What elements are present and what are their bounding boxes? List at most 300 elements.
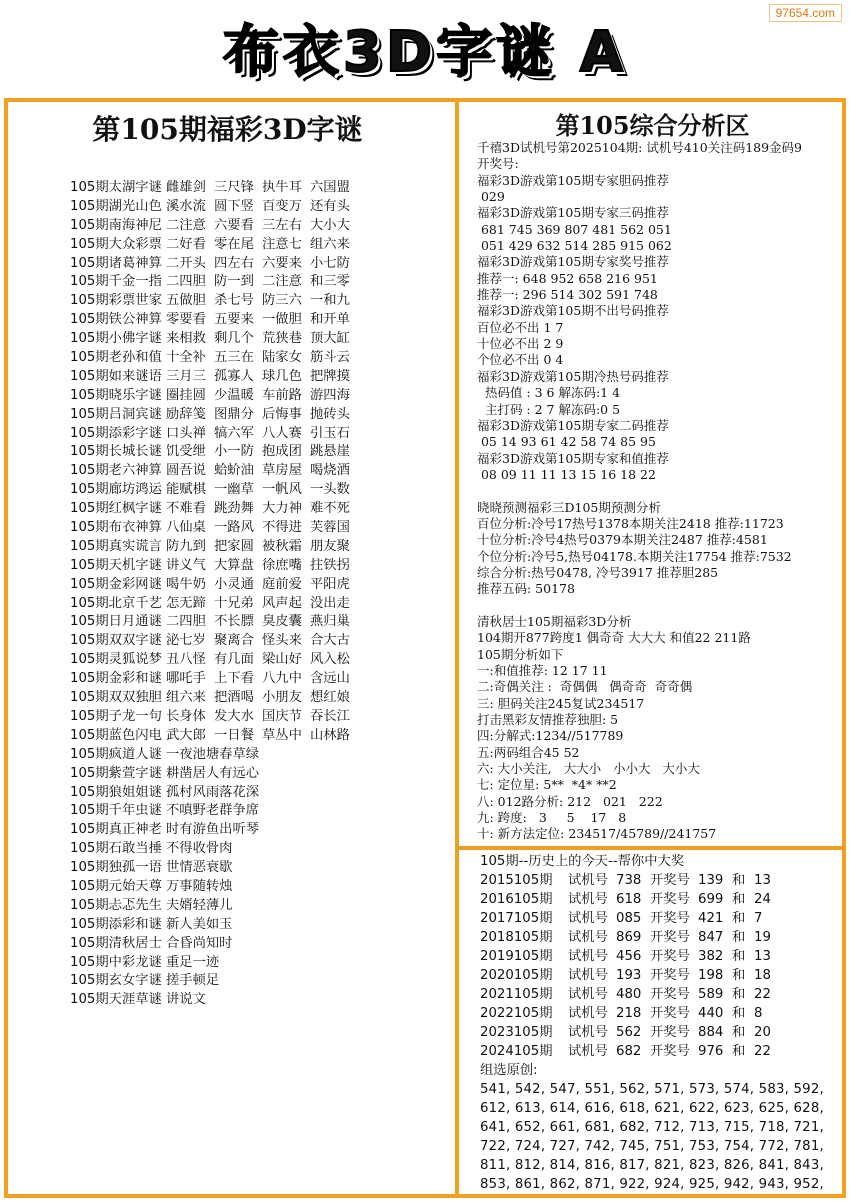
riddle-row — [70, 632, 450, 651]
riddle-verse: 讲说文 — [166, 992, 206, 1008]
analysis-line: 推荐一: 296 514 302 591 748 — [477, 287, 658, 303]
trial-number: 456 — [616, 949, 642, 964]
riddle-word: 武大郎 — [166, 727, 206, 743]
riddle-word: 雌雄剑 — [166, 180, 206, 195]
sum-label: 和 — [732, 1006, 746, 1021]
riddle-verse: 一夜池塘春草绿 — [166, 746, 260, 762]
riddle-word: 把家圆 — [214, 538, 254, 554]
combo-line: 722, 724, 727, 742, 745, 751, 753, 754, 772, 781, — [480, 1139, 824, 1154]
analysis-line: 三: 胆码关注245复试234517 — [477, 695, 645, 711]
riddle-name: 105期廊坊鸿运 — [70, 482, 162, 498]
riddle-word: 防三六 — [262, 293, 302, 309]
trial-number: 218 — [616, 1006, 642, 1021]
riddle-word: 拄铁拐 — [310, 557, 350, 573]
riddle-word: 三月三 — [166, 368, 206, 384]
riddle-word: 十全补 — [166, 350, 206, 366]
riddle-word: 被秋霜 — [262, 538, 302, 554]
combo-line: 811, 812, 814, 816, 817, 821, 823, 826, 841, 843, — [480, 1158, 824, 1173]
riddle-word: 五做胆 — [166, 293, 206, 309]
analysis-line: 推荐五码: 50178 — [477, 581, 575, 597]
combo-list — [480, 1080, 842, 1194]
riddle-name: 105期狼姐姐谜 — [70, 784, 162, 800]
riddle-row — [70, 708, 450, 727]
analysis-line: 福彩3D游戏第105期不出号码推荐 — [477, 303, 669, 319]
riddle-name: 105期紫萱字谜 — [70, 765, 162, 781]
analysis-line: 福彩3D游戏第105期冷热号码推荐 — [477, 368, 669, 384]
riddle-word: 图鼎分 — [214, 406, 254, 422]
sum-label: 和 — [732, 1044, 746, 1059]
riddle-name: 105期金彩和谜 — [70, 671, 162, 687]
riddle-word: 八仙桌 — [166, 520, 206, 536]
riddle-word: 杀七号 — [214, 293, 254, 309]
riddle-word: 发大水 — [214, 708, 254, 724]
riddle-row — [70, 387, 450, 406]
riddle-word: 丑八怪 — [166, 652, 206, 668]
riddle-row — [70, 481, 450, 500]
riddle-name: 105期湖光山色 — [70, 198, 162, 214]
riddle-row — [70, 689, 450, 708]
riddle-name: 105期千年虫谜 — [70, 803, 162, 819]
analysis-line: 104期开877跨度1 偶奇奇 大大大 和值22 211路 — [477, 630, 751, 646]
riddle-row — [70, 954, 450, 973]
analysis-line: 个位必不出 0 4 — [477, 352, 564, 368]
riddle-name: 105期老六神算 — [70, 463, 162, 479]
riddle-row — [70, 859, 450, 878]
history-panel — [480, 852, 842, 1194]
sum-value: 20 — [754, 1025, 771, 1040]
trial-label: 试机号 — [568, 1006, 608, 1021]
sum-value: 24 — [754, 892, 771, 907]
riddle-word: 小灵通 — [214, 576, 254, 592]
draw-label: 开奖号 — [650, 1025, 690, 1040]
riddle-word: 一帆风 — [262, 482, 302, 498]
history-period: 2016105期 — [480, 892, 553, 907]
trial-label: 试机号 — [568, 987, 608, 1002]
trial-label: 试机号 — [568, 930, 608, 945]
draw-label: 开奖号 — [650, 873, 690, 888]
history-period: 2017105期 — [480, 911, 553, 926]
riddle-word: 讲义气 — [166, 557, 206, 573]
riddle-word: 孤寡人 — [214, 368, 254, 384]
sum-value: 18 — [754, 968, 771, 983]
history-period: 2023105期 — [480, 1025, 553, 1040]
riddle-word: 防一到 — [214, 274, 254, 290]
trial-label: 试机号 — [568, 1025, 608, 1040]
riddle-word: 芙蓉国 — [310, 520, 350, 536]
riddle-word: 跳悬崖 — [310, 444, 350, 460]
riddle-word: 有几面 — [214, 652, 254, 668]
analysis-line: 福彩3D游戏第105期专家和值推荐 — [477, 450, 669, 466]
riddle-word: 怪头来 — [262, 633, 302, 649]
riddle-name: 105期南海神尼 — [70, 217, 162, 233]
history-row — [480, 966, 842, 985]
riddle-name: 105期清秋居士 — [70, 935, 162, 951]
riddle-word: 没出走 — [310, 595, 350, 611]
analysis-line: 热码值 : 3 6 解冻码:1 4 — [477, 385, 621, 401]
site-watermark: 97654.com — [769, 4, 842, 22]
history-row — [480, 985, 842, 1004]
riddle-word: 能赋棋 — [166, 482, 206, 498]
draw-number: 699 — [698, 892, 724, 907]
riddle-word: 小朋友 — [262, 690, 302, 706]
riddle-word: 小七防 — [310, 255, 350, 271]
riddle-word: 球几色 — [262, 368, 302, 384]
sum-label: 和 — [732, 892, 746, 907]
riddle-name: 105期布衣神算 — [70, 520, 162, 536]
riddle-row — [70, 292, 450, 311]
riddle-name: 105期诸葛神算 — [70, 255, 162, 271]
riddle-name: 105期添彩字谜 — [70, 425, 162, 441]
draw-number: 440 — [698, 1006, 724, 1021]
history-table — [480, 871, 842, 1061]
riddle-name: 105期大众彩票 — [70, 236, 162, 252]
analysis-line: 开奖号: — [477, 156, 519, 172]
riddle-word: 含远山 — [310, 671, 350, 687]
riddle-word: 难不死 — [310, 501, 350, 517]
riddle-row — [70, 897, 450, 916]
riddle-verse: 夫婿轻薄儿 — [166, 897, 233, 913]
riddle-word: 大力神 — [262, 501, 302, 517]
sum-label: 和 — [732, 911, 746, 926]
riddle-row — [70, 784, 450, 803]
riddle-word: 三尺锋 — [214, 180, 254, 195]
history-period: 2024105期 — [480, 1044, 553, 1059]
riddle-name: 105期子龙一句 — [70, 708, 162, 724]
riddle-name: 105期真实谎言 — [70, 538, 162, 554]
riddle-word: 跳劲舞 — [214, 501, 254, 517]
riddle-word: 圆下竖 — [214, 198, 254, 214]
trial-label: 试机号 — [568, 1044, 608, 1059]
sum-value: 19 — [754, 930, 771, 945]
riddle-name: 105期金彩网谜 — [70, 576, 162, 592]
sum-value: 7 — [754, 911, 763, 926]
riddle-word: 溪水流 — [166, 198, 206, 214]
riddle-word: 零要看 — [166, 312, 206, 328]
riddle-row — [70, 595, 450, 614]
riddle-word: 零在尾 — [214, 236, 254, 252]
riddle-row — [70, 255, 450, 274]
analysis-line: 福彩3D游戏第105期专家二码推荐 — [477, 417, 669, 433]
draw-number: 382 — [698, 949, 724, 964]
riddle-word: 五三在 — [214, 350, 254, 366]
riddle-list — [70, 179, 450, 1010]
riddle-name: 105期忐忑先生 — [70, 897, 162, 913]
riddle-name: 105期玄女字谜 — [70, 973, 162, 989]
riddle-name: 105期双双字谜 — [70, 633, 162, 649]
riddle-row — [70, 670, 450, 689]
analysis-line: 051 429 632 514 285 915 062 — [477, 238, 672, 254]
riddle-word: 圆吾说 — [166, 463, 206, 479]
analysis-line: 08 09 11 11 13 15 16 18 22 — [477, 466, 656, 482]
riddle-name: 105期太湖字谜 — [70, 180, 162, 195]
riddle-word: 陆家女 — [262, 350, 302, 366]
draw-number: 589 — [698, 987, 724, 1002]
riddle-word: 一日餐 — [214, 727, 254, 743]
riddle-word: 合大古 — [310, 633, 350, 649]
history-period: 2022105期 — [480, 1006, 553, 1021]
riddle-word: 三左右 — [262, 217, 302, 233]
riddle-row — [70, 840, 450, 859]
draw-label: 开奖号 — [650, 949, 690, 964]
sum-label: 和 — [732, 873, 746, 888]
draw-number: 421 — [698, 911, 724, 926]
riddle-name: 105期蓝色闪电 — [70, 727, 162, 743]
analysis-line: 福彩3D游戏第105期专家胆码推荐 — [477, 172, 669, 188]
riddle-word: 筋斗云 — [310, 350, 350, 366]
riddle-word: 车前路 — [262, 387, 302, 403]
riddle-word: 草丛中 — [262, 727, 302, 743]
riddle-word: 饥受绁 — [166, 444, 206, 460]
analysis-text — [477, 140, 842, 843]
riddle-verse: 时有游鱼出听琴 — [166, 822, 260, 838]
riddle-word: 风入松 — [310, 652, 350, 668]
analysis-line: 九: 跨度: 3 5 17 8 — [477, 810, 627, 826]
riddle-word: 想红娘 — [310, 690, 350, 706]
riddle-row — [70, 406, 450, 425]
riddle-name: 105期老孙和值 — [70, 350, 162, 366]
riddle-row — [70, 368, 450, 387]
trial-label: 试机号 — [568, 892, 608, 907]
riddle-word: 把酒喝 — [214, 690, 254, 706]
riddle-word: 执牛耳 — [262, 180, 302, 195]
riddle-word: 不得进 — [262, 520, 302, 536]
riddle-row — [70, 765, 450, 784]
riddle-word: 怎无蹄 — [166, 595, 206, 611]
riddle-word: 励辞笺 — [166, 406, 206, 422]
riddle-word: 燕归巢 — [310, 614, 350, 630]
riddle-row — [70, 538, 450, 557]
history-row — [480, 947, 842, 966]
riddle-word: 八九中 — [262, 671, 302, 687]
history-row — [480, 1023, 842, 1042]
riddle-verse: 新人美如玉 — [166, 916, 233, 932]
riddle-name: 105期石敢当捶 — [70, 841, 162, 857]
section-divider — [459, 846, 846, 850]
riddle-word: 二开头 — [166, 255, 206, 271]
riddle-name: 105期北京千艺 — [70, 595, 162, 611]
riddle-name: 105期双双独胆 — [70, 690, 162, 706]
riddle-row — [70, 651, 450, 670]
riddle-row — [70, 179, 450, 198]
draw-number: 884 — [698, 1025, 724, 1040]
history-row — [480, 1042, 842, 1061]
riddle-row — [70, 217, 450, 236]
riddle-verse: 合昏尚知时 — [166, 935, 233, 951]
riddle-verse: 搓手顿足 — [166, 973, 220, 989]
history-period: 2018105期 — [480, 930, 553, 945]
riddle-name: 105期晓乐字谜 — [70, 387, 162, 403]
trial-number: 738 — [616, 873, 642, 888]
analysis-line: 05 14 93 61 42 58 74 85 95 — [477, 434, 656, 450]
trial-number: 869 — [616, 930, 642, 945]
riddle-verse: 不嗔野老群争席 — [166, 803, 260, 819]
combo-line: 853, 861, 862, 871, 922, 924, 925, 942, 943, 952, — [480, 1177, 824, 1192]
analysis-line: 一:和值推荐: 12 17 11 — [477, 663, 608, 678]
riddle-word: 二注意 — [166, 217, 206, 233]
riddle-name: 105期小佛字谜 — [70, 331, 162, 347]
riddle-row — [70, 557, 450, 576]
riddle-word: 朋友聚 — [310, 538, 350, 554]
riddle-row — [70, 443, 450, 462]
riddle-word: 六国盟 — [310, 180, 350, 195]
riddle-word: 抛砖头 — [310, 406, 350, 422]
draw-label: 开奖号 — [650, 987, 690, 1002]
riddle-name: 105期独孤一语 — [70, 860, 162, 876]
sum-label: 和 — [732, 987, 746, 1002]
riddle-word: 二注意 — [262, 274, 302, 290]
riddle-word: 四左右 — [214, 255, 254, 271]
analysis-line: 百位分析:冷号17热号1378本期关注2418 推荐:11723 — [477, 515, 784, 531]
riddle-word: 喝牛奶 — [166, 576, 206, 592]
analysis-line: 029 — [477, 189, 505, 205]
riddle-word: 犒六军 — [214, 425, 254, 441]
riddle-word: 庭前爱 — [262, 576, 302, 592]
riddle-name: 105期红枫字谜 — [70, 501, 162, 517]
riddle-name: 105期中彩龙谜 — [70, 954, 162, 970]
riddle-name: 105期元始天尊 — [70, 878, 162, 894]
riddle-row — [70, 576, 450, 595]
riddle-row — [70, 613, 450, 632]
riddle-word: 不难看 — [166, 501, 206, 517]
trial-number: 682 — [616, 1044, 642, 1059]
history-row — [480, 909, 842, 928]
sum-value: 22 — [754, 987, 771, 1002]
sum-value: 13 — [754, 949, 771, 964]
riddle-name: 105期彩票世家 — [70, 293, 162, 309]
riddle-row — [70, 746, 450, 765]
trial-label: 试机号 — [568, 911, 608, 926]
riddle-word: 剩几个 — [214, 331, 254, 347]
sum-label: 和 — [732, 949, 746, 964]
banner-title: 布衣3D字谜 A — [222, 20, 628, 85]
analysis-line: 推荐一: 648 952 658 216 951 — [477, 270, 658, 286]
analysis-line: 六: 大小关注, 大大小 小小大 大小大 — [477, 761, 700, 777]
riddle-word: 和三零 — [310, 274, 350, 290]
riddle-word: 顶大缸 — [310, 331, 350, 347]
riddle-word: 还有头 — [310, 198, 350, 214]
riddle-word: 聚离合 — [214, 633, 254, 649]
riddle-word: 蛤蚧油 — [214, 463, 254, 479]
column-divider — [455, 98, 459, 1198]
analysis-line — [477, 483, 842, 499]
history-row — [480, 890, 842, 909]
riddle-name: 105期如来谜语 — [70, 368, 162, 384]
riddle-row — [70, 330, 450, 349]
riddle-verse: 不得收骨肉 — [166, 841, 233, 857]
riddle-row — [70, 425, 450, 444]
history-period: 2021105期 — [480, 987, 553, 1002]
trial-label: 试机号 — [568, 949, 608, 964]
riddle-name: 105期天涯草谜 — [70, 992, 162, 1008]
draw-label: 开奖号 — [650, 1006, 690, 1021]
riddle-row — [70, 519, 450, 538]
draw-number: 847 — [698, 930, 724, 945]
trial-number: 562 — [616, 1025, 642, 1040]
riddle-word: 风声起 — [262, 595, 302, 611]
riddle-word: 五要来 — [214, 312, 254, 328]
riddle-word: 上下看 — [214, 671, 254, 687]
riddle-verse: 世情恶衰歇 — [166, 860, 233, 876]
analysis-line: 二:奇偶关注 : 奇偶偶 偶奇奇 奇奇偶 — [477, 679, 693, 695]
combo-line: 612, 613, 614, 616, 618, 621, 622, 623, 625, 628, — [480, 1101, 824, 1116]
riddle-word: 防九到 — [166, 538, 206, 554]
riddle-word: 一路风 — [214, 520, 254, 536]
riddle-word: 平阳虎 — [310, 576, 350, 592]
riddle-word: 游四海 — [310, 387, 350, 403]
analysis-line: 综合分析:热号0478, 冷号3917 推荐胆285 — [477, 564, 719, 580]
analysis-line: 个位分析:冷号5,热号04178.本期关注17754 推荐:7532 — [477, 548, 792, 564]
riddle-row — [70, 916, 450, 935]
sum-value: 13 — [754, 873, 771, 888]
riddle-word: 臭皮囊 — [262, 614, 302, 630]
riddle-verse: 万事随转烛 — [166, 878, 233, 894]
draw-label: 开奖号 — [650, 1044, 690, 1059]
analysis-line: 清秋居士105期福彩3D分析 — [477, 613, 632, 629]
riddle-word: 山林路 — [310, 727, 350, 743]
riddle-row — [70, 349, 450, 368]
sum-value: 8 — [754, 1006, 763, 1021]
riddle-word: 大小大 — [310, 217, 350, 233]
riddle-word: 哪吒手 — [166, 671, 206, 687]
riddle-row — [70, 991, 450, 1010]
analysis-line: 105期分析如下 — [477, 646, 564, 662]
riddle-row — [70, 972, 450, 991]
riddle-row — [70, 727, 450, 746]
trial-label: 试机号 — [568, 873, 608, 888]
riddle-word: 把牌摸 — [310, 368, 350, 384]
riddle-word: 二好看 — [166, 236, 206, 252]
riddle-row — [70, 935, 450, 954]
riddle-word: 十兄弟 — [214, 595, 254, 611]
riddle-word: 二四胆 — [166, 274, 206, 290]
riddle-word: 引玉石 — [310, 425, 350, 441]
draw-number: 976 — [698, 1044, 724, 1059]
analysis-line: 百位必不出 1 7 — [477, 319, 564, 335]
riddle-row — [70, 311, 450, 330]
riddle-word: 小一防 — [214, 444, 254, 460]
riddle-word: 大算盘 — [214, 557, 254, 573]
riddle-name: 105期疯道人谜 — [70, 746, 162, 762]
draw-label: 开奖号 — [650, 930, 690, 945]
sum-label: 和 — [732, 930, 746, 945]
history-period: 2020105期 — [480, 968, 553, 983]
riddle-name: 105期千金一指 — [70, 274, 162, 290]
riddle-verse: 重足一迹 — [166, 954, 220, 970]
riddle-word: 组六来 — [166, 690, 206, 706]
riddle-row — [70, 878, 450, 897]
trial-number: 085 — [616, 911, 642, 926]
draw-number: 198 — [698, 968, 724, 983]
riddle-word: 少温暖 — [214, 387, 254, 403]
riddle-word: 注意七 — [262, 236, 302, 252]
riddle-row — [70, 821, 450, 840]
combo-line: 641, 652, 661, 681, 682, 712, 713, 715, 718, 721, — [480, 1120, 824, 1135]
analysis-line: 十: 新方法定位: 234517/45789//241757 — [477, 826, 717, 842]
riddle-word: 长身体 — [166, 708, 206, 724]
history-period: 2019105期 — [480, 949, 553, 964]
riddle-word: 一头数 — [310, 482, 350, 498]
riddle-word: 组六来 — [310, 236, 350, 252]
riddle-panel-title: 第105期福彩3D字谜 — [92, 113, 363, 146]
banner — [0, 0, 850, 96]
analysis-line: 五:两码组合45 52 — [477, 744, 580, 760]
analysis-line: 福彩3D游戏第105期专家奖号推荐 — [477, 254, 669, 270]
riddle-word: 泌七岁 — [166, 633, 206, 649]
riddle-word: 后悔事 — [262, 406, 302, 422]
analysis-line: 千禧3D试机号第2025104期: 试机号410关注码189金码9 — [477, 140, 803, 155]
draw-label: 开奖号 — [650, 968, 690, 983]
riddle-row — [70, 236, 450, 255]
